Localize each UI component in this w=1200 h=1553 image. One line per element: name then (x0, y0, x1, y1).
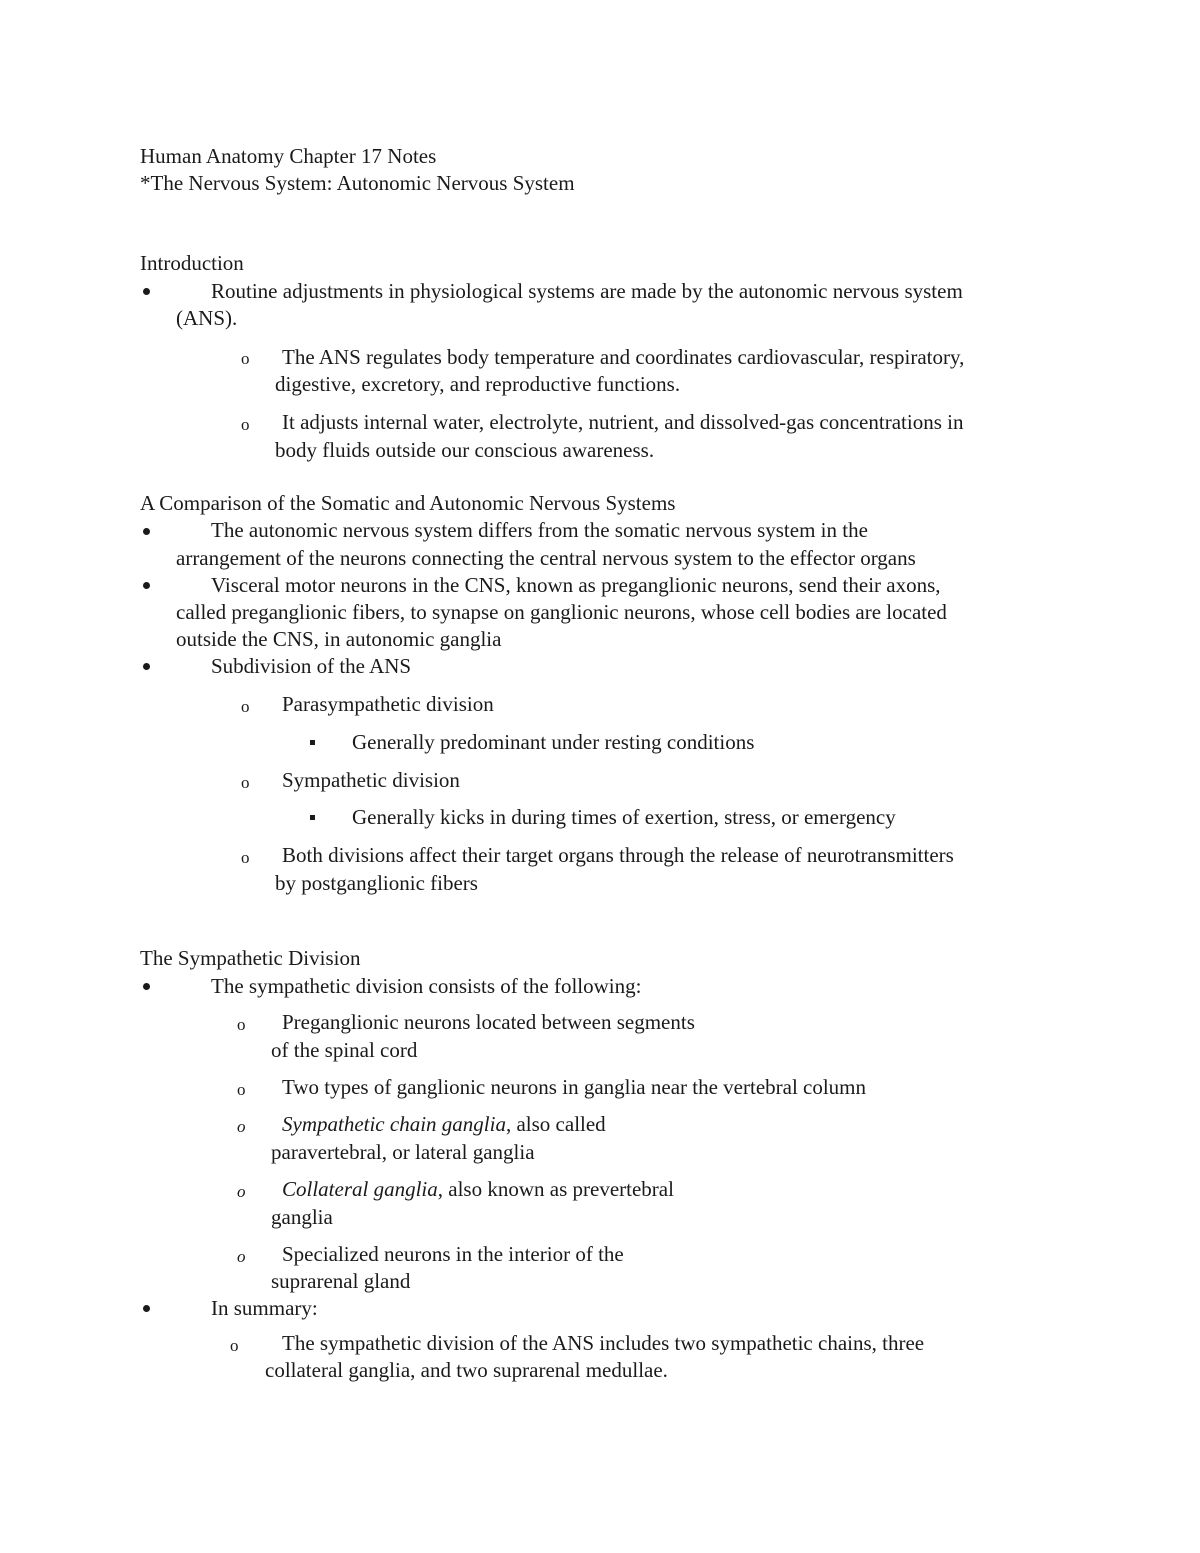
sub-bullet-marker: o (241, 349, 250, 368)
bullet-marker (143, 288, 150, 295)
sub-bullet-marker: o (241, 415, 250, 434)
term-description: , also called (505, 1112, 606, 1136)
sub-list-item-text: Two types of ganglionic neurons in ganglia near the vertebral column (282, 1075, 867, 1099)
sub-list-item-text: Both divisions affect their target organs through the release of neurotransmitters (282, 843, 954, 867)
section-heading-introduction: Introduction (140, 251, 244, 275)
sub-list-item-text: The ANS regulates body temperature and coordinates cardiovascular, respiratory, (282, 345, 965, 369)
sub-list-item-text: suprarenal gland (271, 1269, 411, 1293)
document-title: Human Anatomy Chapter 17 Notes (140, 144, 437, 168)
term-italic: Sympathetic chain ganglia (282, 1112, 506, 1136)
bullet-marker (143, 983, 150, 990)
sub-list-item-text: It adjusts internal water, electrolyte, nutrient, and dissolved-gas concentrations in (282, 410, 964, 434)
sub-bullet-marker: o (241, 697, 250, 716)
list-item-text: Subdivision of the ANS (211, 654, 412, 678)
sub-sub-bullet-marker (310, 815, 315, 820)
sub-sub-bullet-marker (310, 740, 315, 745)
sub-list-item-text: paravertebral, or lateral ganglia (271, 1140, 535, 1164)
sub-list-item-text: Sympathetic division (282, 768, 460, 792)
sub-list-item-text: of the spinal cord (271, 1038, 418, 1062)
section-heading-sympathetic: The Sympathetic Division (140, 946, 361, 970)
sub-sub-list-item-text: Generally kicks in during times of exertion, stress, or emergency (352, 805, 896, 829)
sub-list-item-text: Specialized neurons in the interior of the (282, 1242, 624, 1266)
sub-bullet-marker: o (230, 1336, 239, 1355)
section-heading-comparison: A Comparison of the Somatic and Autonomic Nervous Systems (140, 491, 676, 515)
list-item-text: arrangement of the neurons connecting the central nervous system to the effector organs (176, 546, 916, 570)
sub-list-item-text (282, 1111, 606, 1138)
list-item-text: Routine adjustments in physiological systems are made by the autonomic nervous system (211, 279, 963, 303)
sub-sub-list-item-text: Generally predominant under resting conditions (352, 730, 755, 754)
sub-list-item-text: The sympathetic division of the ANS includes two sympathetic chains, three (282, 1331, 925, 1355)
term-italic: Collateral ganglia (282, 1177, 438, 1201)
list-item-text: (ANS). (176, 306, 238, 330)
term-description: , also known as prevertebral (437, 1177, 674, 1201)
list-item-text: called preganglionic fibers, to synapse on ganglionic neurons, whose cell bodies are located (176, 600, 947, 624)
list-item-text: The sympathetic division consists of the following: (211, 974, 642, 998)
sub-bullet-marker: o (237, 1080, 246, 1099)
list-item-text: The autonomic nervous system differs from the somatic nervous system in the (211, 518, 868, 542)
list-item-text: In summary: (211, 1296, 318, 1320)
sub-list-item-text (282, 1176, 674, 1203)
sub-list-item-text: ganglia (271, 1205, 333, 1229)
list-item-text: outside the CNS, in autonomic ganglia (176, 627, 502, 651)
bullet-marker (143, 528, 150, 535)
sub-list-item-text: digestive, excretory, and reproductive functions. (275, 372, 681, 396)
bullet-marker (143, 1305, 150, 1312)
sub-list-item-text: by postganglionic fibers (275, 871, 478, 895)
bullet-marker (143, 663, 150, 670)
list-item-text: Visceral motor neurons in the CNS, known as preganglionic neurons, send their axons, (211, 573, 941, 597)
sub-bullet-marker: o (237, 1182, 246, 1201)
sub-bullet-marker: o (237, 1015, 246, 1034)
document-subtitle: *The Nervous System: Autonomic Nervous System (140, 171, 575, 195)
sub-bullet-marker: o (237, 1247, 246, 1266)
sub-bullet-marker: o (237, 1117, 246, 1136)
bullet-marker (143, 582, 150, 589)
sub-bullet-marker: o (241, 848, 250, 867)
sub-bullet-marker: o (241, 773, 250, 792)
sub-list-item-text: Parasympathetic division (282, 692, 494, 716)
sub-list-item-text: collateral ganglia, and two suprarenal medullae. (265, 1358, 668, 1382)
sub-list-item-text: Preganglionic neurons located between segments (282, 1010, 695, 1034)
sub-list-item-text: body fluids outside our conscious awareness. (275, 438, 655, 462)
